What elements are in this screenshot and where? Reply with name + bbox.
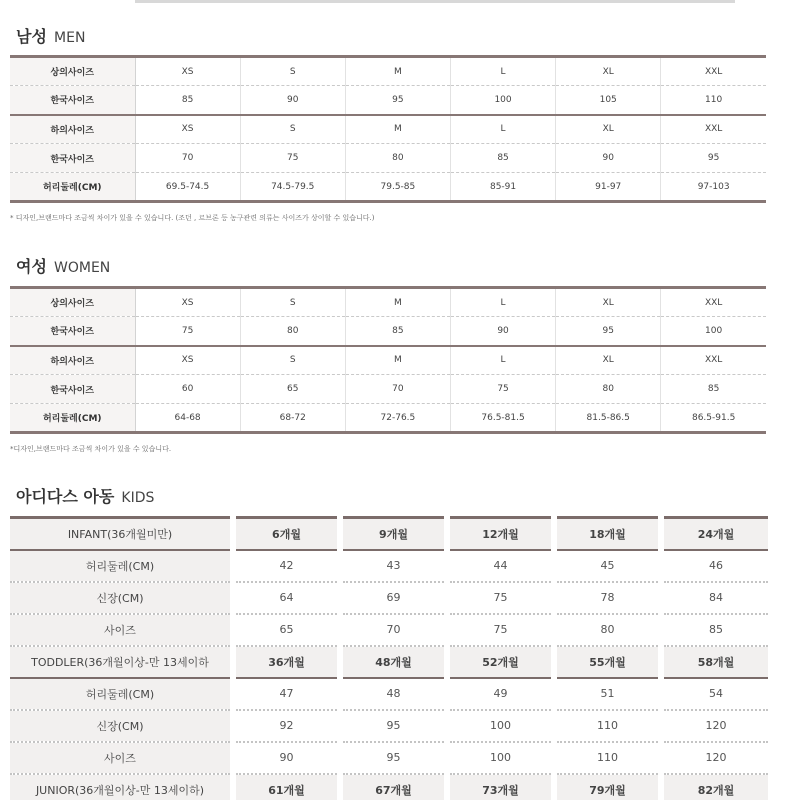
- table-cell: 60: [135, 375, 240, 404]
- top-divider: [135, 0, 735, 3]
- table-cell: XL: [556, 115, 661, 144]
- table-cell: 51: [554, 678, 661, 710]
- table-cell: XXL: [661, 57, 766, 86]
- table-cell: M: [345, 346, 450, 375]
- table-cell: 74.5-79.5: [240, 173, 345, 202]
- row-label: 허리둘레(CM): [10, 173, 135, 202]
- table-cell: 95: [345, 86, 450, 115]
- table-cell: 110: [554, 710, 661, 742]
- table-cell: 75: [450, 375, 555, 404]
- table-cell: 85-91: [450, 173, 555, 202]
- table-cell: M: [345, 115, 450, 144]
- row-label: 신장(CM): [10, 582, 233, 614]
- table-cell: 75: [447, 582, 554, 614]
- row-label: 상의사이즈: [10, 57, 135, 86]
- table-cell: XL: [556, 288, 661, 317]
- table-cell: XS: [135, 288, 240, 317]
- table-cell: 48개월: [340, 646, 447, 678]
- table-cell: 76.5-81.5: [450, 404, 555, 433]
- table-cell: 44: [447, 550, 554, 582]
- table-cell: 65: [240, 375, 345, 404]
- kids-size-table: [10, 516, 768, 800]
- table-cell: 70: [135, 144, 240, 173]
- table-cell: XS: [135, 115, 240, 144]
- table-cell: 70: [345, 375, 450, 404]
- row-label: 하의사이즈: [10, 346, 135, 375]
- table-cell: 92: [233, 710, 340, 742]
- table-cell: 110: [554, 742, 661, 774]
- table-cell: L: [450, 57, 555, 86]
- table-cell: 86.5-91.5: [661, 404, 766, 433]
- table-cell: 82개월: [661, 774, 768, 800]
- row-label: 한국사이즈: [10, 375, 135, 404]
- table-cell: 100: [447, 742, 554, 774]
- table-cell: 90: [233, 742, 340, 774]
- table-cell: M: [345, 288, 450, 317]
- row-label: 한국사이즈: [10, 86, 135, 115]
- kids-title-en: KIDS: [121, 490, 155, 506]
- kids-section-title: [16, 484, 154, 507]
- table-cell: M: [345, 57, 450, 86]
- table-cell: 95: [661, 144, 766, 173]
- table-cell: 91-97: [556, 173, 661, 202]
- table-row: [10, 86, 766, 115]
- table-cell: L: [450, 115, 555, 144]
- table-cell: S: [240, 57, 345, 86]
- table-cell: 46: [661, 550, 768, 582]
- table-cell: 43: [340, 550, 447, 582]
- table-cell: 79.5-85: [345, 173, 450, 202]
- table-cell: 55개월: [554, 646, 661, 678]
- table-cell: XS: [135, 57, 240, 86]
- table-row: [10, 57, 766, 86]
- table-cell: 9개월: [340, 518, 447, 550]
- men-size-table: [10, 55, 766, 203]
- table-cell: 80: [240, 317, 345, 346]
- table-cell: 61개월: [233, 774, 340, 800]
- row-label: 사이즈: [10, 742, 233, 774]
- table-cell: XXL: [661, 346, 766, 375]
- row-label: 허리둘레(CM): [10, 550, 233, 582]
- age-group-header-row: [10, 774, 768, 800]
- table-cell: 70: [340, 614, 447, 646]
- women-title-ko: 여성: [16, 257, 47, 276]
- table-cell: 95: [556, 317, 661, 346]
- row-label: INFANT(36개월미만): [10, 518, 233, 550]
- table-cell: 6개월: [233, 518, 340, 550]
- table-cell: 80: [554, 614, 661, 646]
- table-cell: XL: [556, 57, 661, 86]
- table-cell: 90: [556, 144, 661, 173]
- row-label: 상의사이즈: [10, 288, 135, 317]
- table-cell: XXL: [661, 115, 766, 144]
- women-section-title: [16, 254, 110, 277]
- table-row: [10, 144, 766, 173]
- table-cell: 72-76.5: [345, 404, 450, 433]
- table-cell: XS: [135, 346, 240, 375]
- table-cell: 120: [661, 710, 768, 742]
- table-cell: 105: [556, 86, 661, 115]
- table-cell: 85: [135, 86, 240, 115]
- table-cell: 64-68: [135, 404, 240, 433]
- table-cell: S: [240, 115, 345, 144]
- table-cell: 12개월: [447, 518, 554, 550]
- table-cell: S: [240, 288, 345, 317]
- table-cell: 85: [345, 317, 450, 346]
- table-cell: 49: [447, 678, 554, 710]
- table-cell: 95: [340, 710, 447, 742]
- table-row: [10, 317, 766, 346]
- kids-title-ko: 아디다스 아동: [16, 487, 115, 506]
- table-cell: 110: [661, 86, 766, 115]
- table-cell: 79개월: [554, 774, 661, 800]
- row-label: 하의사이즈: [10, 115, 135, 144]
- row-label: 한국사이즈: [10, 144, 135, 173]
- table-cell: 90: [450, 317, 555, 346]
- table-cell: 81.5-86.5: [556, 404, 661, 433]
- table-cell: 85: [661, 614, 768, 646]
- table-cell: 54: [661, 678, 768, 710]
- table-cell: 48: [340, 678, 447, 710]
- table-cell: 69.5-74.5: [135, 173, 240, 202]
- men-section-title: [16, 24, 85, 47]
- row-label: 허리둘레(CM): [10, 678, 233, 710]
- row-label: 신장(CM): [10, 710, 233, 742]
- table-cell: 85: [661, 375, 766, 404]
- table-cell: L: [450, 346, 555, 375]
- table-cell: 65: [233, 614, 340, 646]
- men-size-note: * 디자인,브랜드마다 조금씩 차이가 있을 수 있습니다. (조던 , 르브론 등 농구관련 의류는 사이즈가 상이할 수 있습니다.): [10, 214, 375, 222]
- table-cell: 42: [233, 550, 340, 582]
- table-cell: 100: [447, 710, 554, 742]
- table-cell: 85: [450, 144, 555, 173]
- table-cell: XXL: [661, 288, 766, 317]
- table-row: [10, 173, 766, 202]
- age-group-header-row: [10, 518, 768, 550]
- table-cell: 78: [554, 582, 661, 614]
- table-cell: 100: [661, 317, 766, 346]
- women-title-en: WOMEN: [54, 260, 111, 276]
- table-cell: 100: [450, 86, 555, 115]
- table-row: [10, 742, 768, 774]
- table-cell: S: [240, 346, 345, 375]
- table-cell: 69: [340, 582, 447, 614]
- table-row: [10, 550, 768, 582]
- table-cell: 47: [233, 678, 340, 710]
- table-cell: 58개월: [661, 646, 768, 678]
- table-row: [10, 678, 768, 710]
- table-cell: 68-72: [240, 404, 345, 433]
- table-row: [10, 346, 766, 375]
- table-cell: 73개월: [447, 774, 554, 800]
- row-label: 한국사이즈: [10, 317, 135, 346]
- table-cell: 75: [447, 614, 554, 646]
- table-cell: 97-103: [661, 173, 766, 202]
- row-label: JUNIOR(36개월이상-만 13세이하): [10, 774, 233, 800]
- table-cell: L: [450, 288, 555, 317]
- table-cell: 80: [556, 375, 661, 404]
- table-row: [10, 115, 766, 144]
- table-cell: 36개월: [233, 646, 340, 678]
- table-cell: 95: [340, 742, 447, 774]
- table-cell: 80: [345, 144, 450, 173]
- table-row: [10, 710, 768, 742]
- table-cell: 90: [240, 86, 345, 115]
- table-row: [10, 614, 768, 646]
- table-cell: 64: [233, 582, 340, 614]
- women-size-table: [10, 286, 766, 434]
- row-label: 사이즈: [10, 614, 233, 646]
- table-cell: 24개월: [661, 518, 768, 550]
- table-cell: 120: [661, 742, 768, 774]
- men-title-en: MEN: [54, 30, 86, 46]
- women-size-note: *디자인,브랜드마다 조금씩 차이가 있을 수 있습니다.: [10, 445, 172, 453]
- men-title-ko: 남성: [16, 27, 47, 46]
- table-cell: 75: [135, 317, 240, 346]
- table-row: [10, 404, 766, 433]
- row-label: 허리둘레(CM): [10, 404, 135, 433]
- row-label: TODDLER(36개월이상-만 13세이하: [10, 646, 233, 678]
- table-cell: 52개월: [447, 646, 554, 678]
- table-cell: 18개월: [554, 518, 661, 550]
- table-cell: 45: [554, 550, 661, 582]
- table-cell: 84: [661, 582, 768, 614]
- table-row: [10, 582, 768, 614]
- age-group-header-row: [10, 646, 768, 678]
- table-cell: XL: [556, 346, 661, 375]
- table-cell: 75: [240, 144, 345, 173]
- table-cell: 67개월: [340, 774, 447, 800]
- table-row: [10, 375, 766, 404]
- table-row: [10, 288, 766, 317]
